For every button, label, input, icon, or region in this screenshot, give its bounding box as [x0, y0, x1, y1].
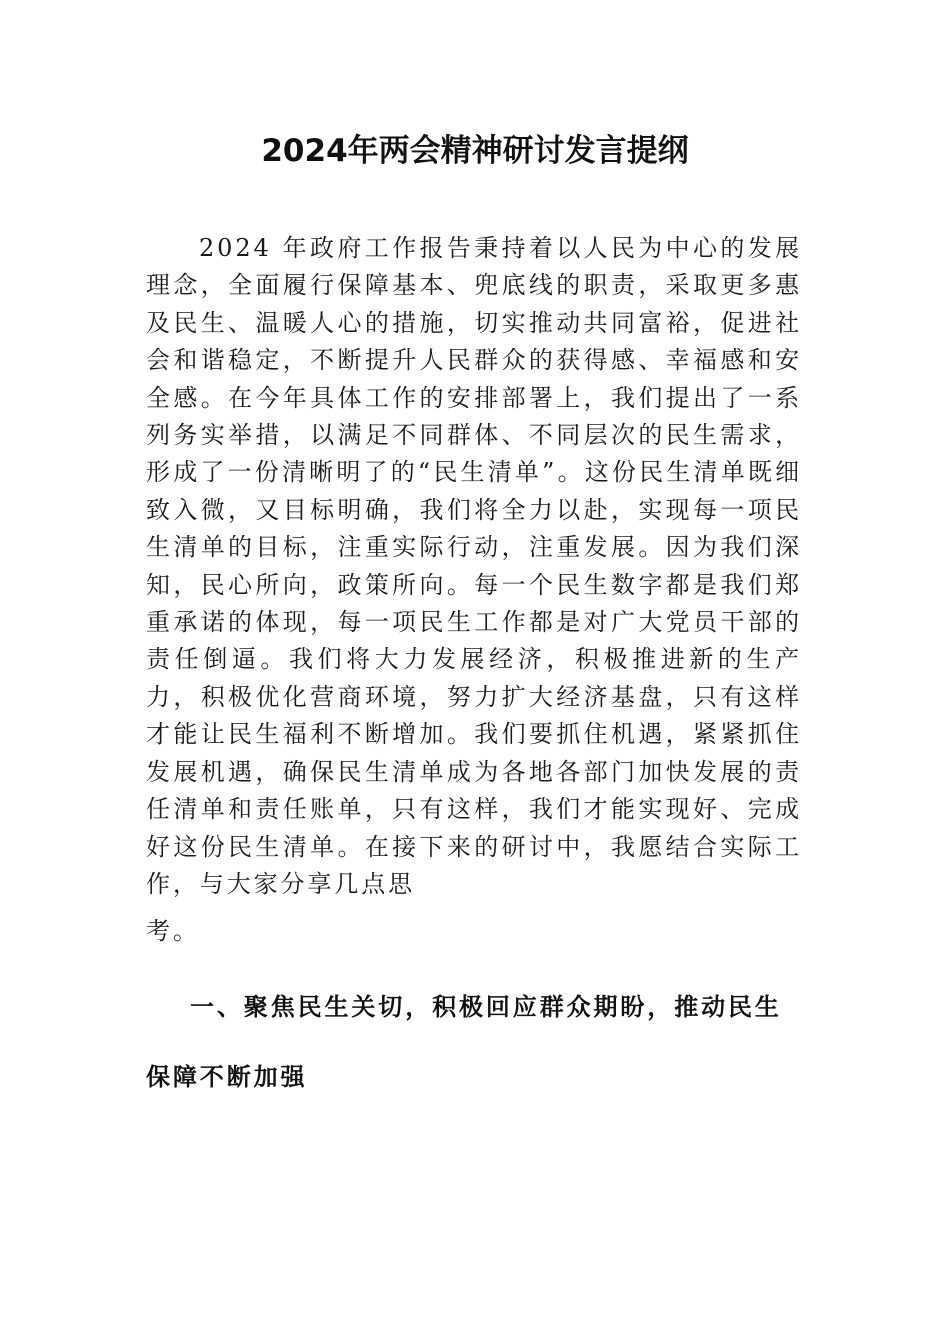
document-title: 2024年两会精神研讨发言提纲 — [261, 133, 689, 169]
intro-paragraph-tail: 考。 — [146, 917, 200, 946]
intro-paragraph: 2024 年政府工作报告秉持着以人民为中心的发展理念，全面履行保障基本、兜底线的职责，采取更多惠及民生、温暖人心的措施，切实推动共同富裕，促进社会和谐稳定，不断提升人民群众的获得感、幸福感和安全感。在今年具体工作的安排部署上，我们提出了一系列务实举措，以满足不同群体、不同层次的民生需求，形成了一份清晰明了的“民生清单”。这份民生清单既细致入微，又目标明确，我们将全力以赴，实现每一项民生清单的目标，注重实际行动，注重发展。因为我们深知，民心所向，政策所向。每一个民生数字都是我们郑重承诺的体现，每一项民生工作都是对广大党员干部的责任倒逼。我们将大力发展经济，积极推进新的生产力，积极优化营商环境，努力扩大经济基盘，只有这样才能让民生福利不断增加。我们要抓住机遇，紧紧抓住发展机遇，确保民生清单成为各地各部门加快发展的责任清单和责任账单，只有这样，我们才能实现好、完成好这份民生清单。在接下来的研讨中，我愿结合实际工作，与大家分享几点思 — [146, 234, 802, 898]
document-body — [146, 230, 802, 1112]
section-heading-1: 一、聚焦民生关切，积极回应群众期盼，推动民生保障不断加强 — [146, 992, 782, 1091]
